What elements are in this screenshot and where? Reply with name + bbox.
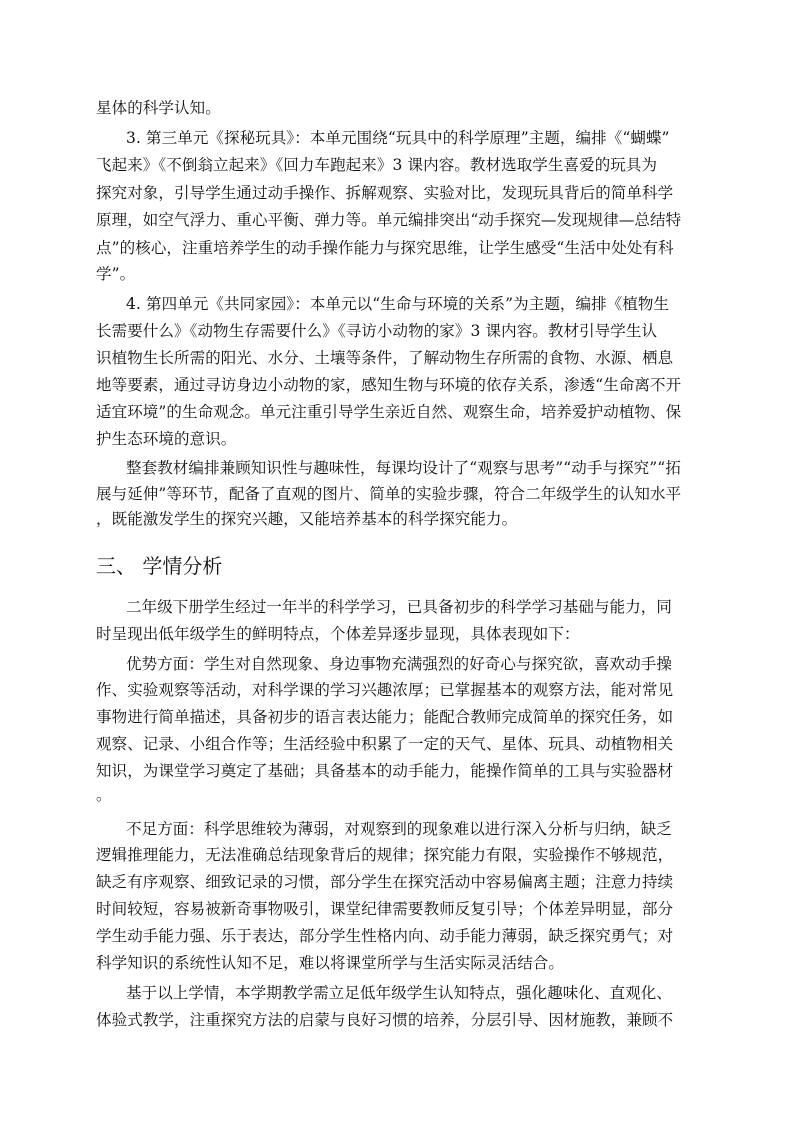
text-line: 科学知识的系统性认知不足，难以将课堂所学与生活实际灵活结合。 (96, 954, 565, 972)
text-line: 缺乏有序观察、细致记录的习惯，部分学生在探究活动中容易偏离主题；注意力持续 (96, 873, 674, 891)
text-line: 时间较短，容易被新奇事物吸引，课堂纪律需要教师反复引导；个体差异明显，部分 (96, 900, 674, 918)
text-line: 时呈现出低年级学生的鲜明特点，个体差异逐步显现，具体表现如下： (96, 625, 580, 643)
text-line: 不足方面：科学思维较为薄弱，对观察到的现象难以进行深入分析与归纳，缺乏 (126, 820, 673, 838)
text-line: 长需要什么》《动物生存需要什么》《寻访小动物的家》3 课内容。教材引导学生认 (96, 322, 658, 340)
text-line: 展与延伸”等环节，配备了直观的图片、简单的实验步骤，符合二年级学生的认知水平 (96, 485, 682, 503)
text-line: 地等要素，通过寻访身边小动物的家，感知生物与环境的依存关系，渗透“生命离不开 (96, 376, 682, 394)
section-heading: 三、 学情分析 (96, 554, 223, 578)
text-line: 事物进行简单描述，具备初步的语言表达能力；能配合教师完成简单的探究任务，如 (96, 708, 674, 726)
text-line: 探究对象，引导学生通过动手操作、拆解观察、实验对比，发现玩具背后的简单科学 (96, 184, 674, 202)
text-line: 星体的科学认知。 (96, 99, 221, 117)
text-line: 观察、记录、小组合作等；生活经验中积累了一定的天气、星体、玩具、动植物相关 (96, 735, 674, 753)
text-line: 原理，如空气浮力、重心平衡、弹力等。单元编排突出“动手探究—发现规律—总结特 (96, 211, 682, 229)
text-line: 。 (96, 786, 112, 804)
text-line: 作、实验观察等活动，对科学课的学习兴趣浓厚；已掌握基本的观察方法，能对常见 (96, 681, 674, 699)
text-line: 学”。 (96, 265, 136, 283)
text-line: 知识，为课堂学习奠定了基础；具备基本的动手能力，能操作简单的工具与实验器材 (96, 762, 674, 780)
text-line: 学生动手能力强、乐于表达，部分学生性格内向、动手能力薄弱，缺乏探究勇气；对 (96, 927, 674, 945)
text-line: 适宜环境”的生命观念。单元注重引导学生亲近自然、观察生命，培养爱护动植物、保 (96, 403, 682, 421)
text-line: 逻辑推理能力，无法准确总结现象背后的规律；探究能力有限，实验操作不够规范， (96, 846, 674, 864)
text-line: 识植物生长所需的阳光、水分、土壤等条件，了解动物生存所需的食物、水源、栖息 (96, 349, 674, 367)
text-line: 飞起来》《不倒翁立起来》《回力车跑起来》3 课内容。教材选取学生喜爱的玩具为 (96, 156, 658, 174)
text-line: 体验式教学，注重探究方法的启蒙与良好习惯的培养，分层引导、因材施教，兼顾不 (96, 1011, 674, 1029)
text-line: 护生态环境的意识。 (96, 430, 237, 448)
text-line: 点”的核心，注重培养学生的动手操作能力与探究思维，让学生感受“生活中处处有科 (96, 239, 674, 257)
text-line: 4. 第四单元《共同家园》：本单元以“生命与环境的关系”为主题，编排《植物生 (126, 295, 670, 313)
text-line: 3. 第三单元《探秘玩具》：本单元围绕“玩具中的科学原理”主题，编排《“蝴蝶” (126, 129, 670, 147)
text-line: 二年级下册学生经过一年半的科学学习，已具备初步的科学学习基础与能力，同 (126, 598, 673, 616)
text-line: 基于以上学情，本学期教学需立足低年级学生认知特点，强化趣味化、直观化、 (126, 984, 673, 1002)
text-line: 整套教材编排兼顾知识性与趣味性，每课均设计了“观察与思考”“动手与探究”“拓 (126, 459, 681, 477)
text-line: ，既能激发学生的探究兴趣，又能培养基本的科学探究能力。 (96, 510, 518, 528)
text-line: 优势方面：学生对自然现象、身边事物充满强烈的好奇心与探究欲，喜欢动手操 (126, 655, 673, 673)
